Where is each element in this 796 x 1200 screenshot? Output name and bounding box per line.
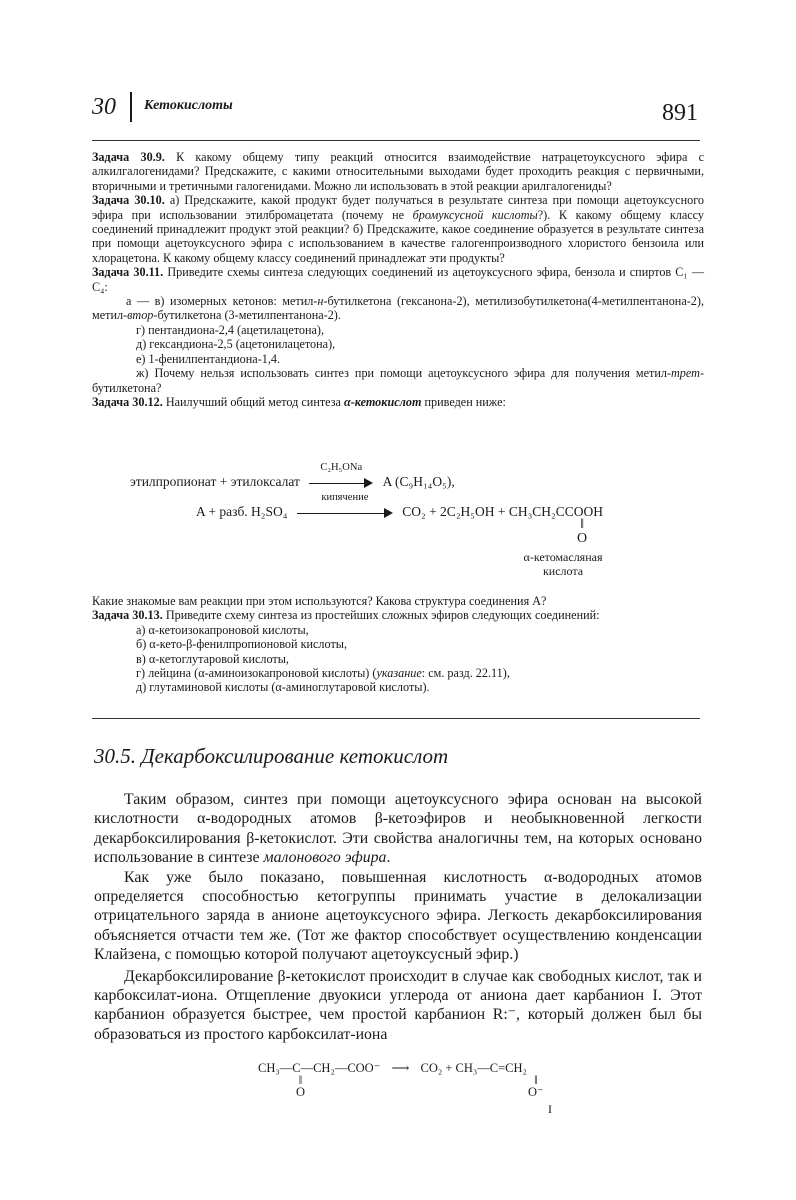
problem-30-13-item-g: г) лейцина (α-аминоизокапроновой кислоты) (указание: см. разд. 22.11), [136,666,510,681]
product-name: α-кетомасляная кислота [523,550,603,578]
chapter-number: 30 [92,94,116,120]
decarboxylation-scheme: CH₃—C—CH₂—COO⁻ ⟶ CO₂ + CH₃—C=CH₂ [258,1061,527,1075]
problem-30-12-question: Какие знакомые вам реакции при этом используются? Какова структура соединения A? [92,594,547,608]
problem-30-13-item-v: в) α-кетоглутаровой кислоты, [136,651,289,666]
paragraph-2: Как уже было показано, повышенная кислотность α-водородных атомов определяется способностью кетогруппы принимать участие в делокализации отрицательного заряда в анионе ацетоуксусного эфира. Легкость декарбоксилирования объясняется отчасти тем же. (Тот же фактор способствует осуществлению конденсации Клайзена, с помощью которой получают ацетоуксусный эфир.) [94,868,702,964]
arrow-icon: ⟶ [391,1061,410,1075]
section-title: 30.5. Декарбоксилирование кетокислот [94,744,449,768]
problem-30-13-item-b: б) α-кето-β-фенилпропионовой кислоты, [136,637,348,652]
carbonyl-oxygen: ‖ O [577,517,588,546]
reaction-arrow: кипячение [297,506,393,520]
carbanion-label: I [548,1102,552,1116]
problem-30-11: Задача 30.11. Приведите схемы синтеза следующих соединений из ацетоуксусного эфира, бензола и спиртов C₁ — C₄: [92,265,705,294]
paragraph-1: Таким образом, синтез при помощи ацетоуксусного эфира основан на высокой кислотности α-водородных атомов β-кетоэфиров и необыкновенной легкости декарбоксилирования β-кетокислот. Эти свойства аналогичны тем, на которых основано использование в синтезе малонового эфира. [94,791,702,867]
equation-1: этилпропионат + этилоксалат C₂H₅ONa A (C₉H₁₄O₅), [130,461,455,489]
chapter-title: Кетокислоты [144,98,233,113]
problem-30-11-item-d: д) гександиона-2,5 (ацетонилацетона), [136,337,336,352]
equation-2: A + разб. H₂SO₄ кипячение CO₂ + 2C₂H₅OH + CH₃CH₂CCOOH [196,491,604,519]
header-rule [92,140,700,141]
reaction-arrow: C₂H₅ONa [309,476,373,490]
page-header [92,92,702,142]
problem-30-11-item-g: г) пентандиона-2,4 (ацетилацетона), [136,322,325,337]
problems-block-2 [92,594,704,695]
header-divider [130,92,132,122]
paragraph-3: Декарбоксилирование β-кетокислот происходит в случае как свободных кислот, так и карбоксилат-иона. Отщепление двуокиси углерода от аниона дает карбанион I. Этот карбанион образуется быстрее, чем простой карбанион R:⁻, который должен был бы образоваться из простого карбоксилат-иона [94,967,702,1043]
problem-30-11-item-zh: ж) Почему нельзя использовать синтез при помощи ацетоуксусного эфира для получения метил-трет-бутилкетона? [92,366,704,395]
problem-30-11-item-a: а — в) изомерных кетонов: метил-н-бутилкетона (гексанона-2), метилизобутилкетона(4-метилпентанона-2), метил-втор-бутилкетона (3-метилпентанона-2). [92,294,704,323]
problem-30-13-item-a: а) α-кетоизокапроновой кислоты, [136,622,309,637]
problem-30-9: Задача 30.9. К какому общему типу реакций относится взаимодействие натрацетоуксусного эфира с алкилгалогенидами? Предскажите, с какими относительными выходами будет проходить реакция с первичными, вторичными и третичными галогенидами. Можно ли использовать в этой реакции арилгалогениды? [92,150,704,193]
product-enolate: ‖ O⁻ [528,1073,544,1099]
page-number: 891 [662,100,698,126]
problems-block [92,150,704,409]
problem-30-10: Задача 30.10. а) Предскажите, какой продукт будет получаться в результате синтеза при помощи ацетоуксусного эфира при использовании этилбромацетата (почему не бромуксусной кислоты?). К какому общему классу соединений принадлежит продукт этой реакции? б) Предскажите, какое соединение образуется в результате синтеза при помощи ацетоуксусного эфира с использованием в качестве галогенпроизводного хлористого бензоила или хлорацетона. К какому общему классу соединений принадлежат эти продукты? [92,193,704,265]
section-body [94,790,702,1044]
problem-30-12: Задача 30.12. Наилучший общий метод синтеза α-кетокислот приведен ниже: [92,394,506,409]
problem-30-13-item-d: д) глутаминовой кислоты (α-аминоглутаровой кислоты). [136,680,430,695]
problems-rule [92,718,700,719]
problem-30-11-item-e: е) 1-фенилпентандиона-1,4. [136,351,281,366]
problem-30-13: Задача 30.13. Приведите схему синтеза из простейших сложных эфиров следующих соединений: [92,608,600,623]
reactant-carbonyl: ‖ O [296,1073,306,1099]
